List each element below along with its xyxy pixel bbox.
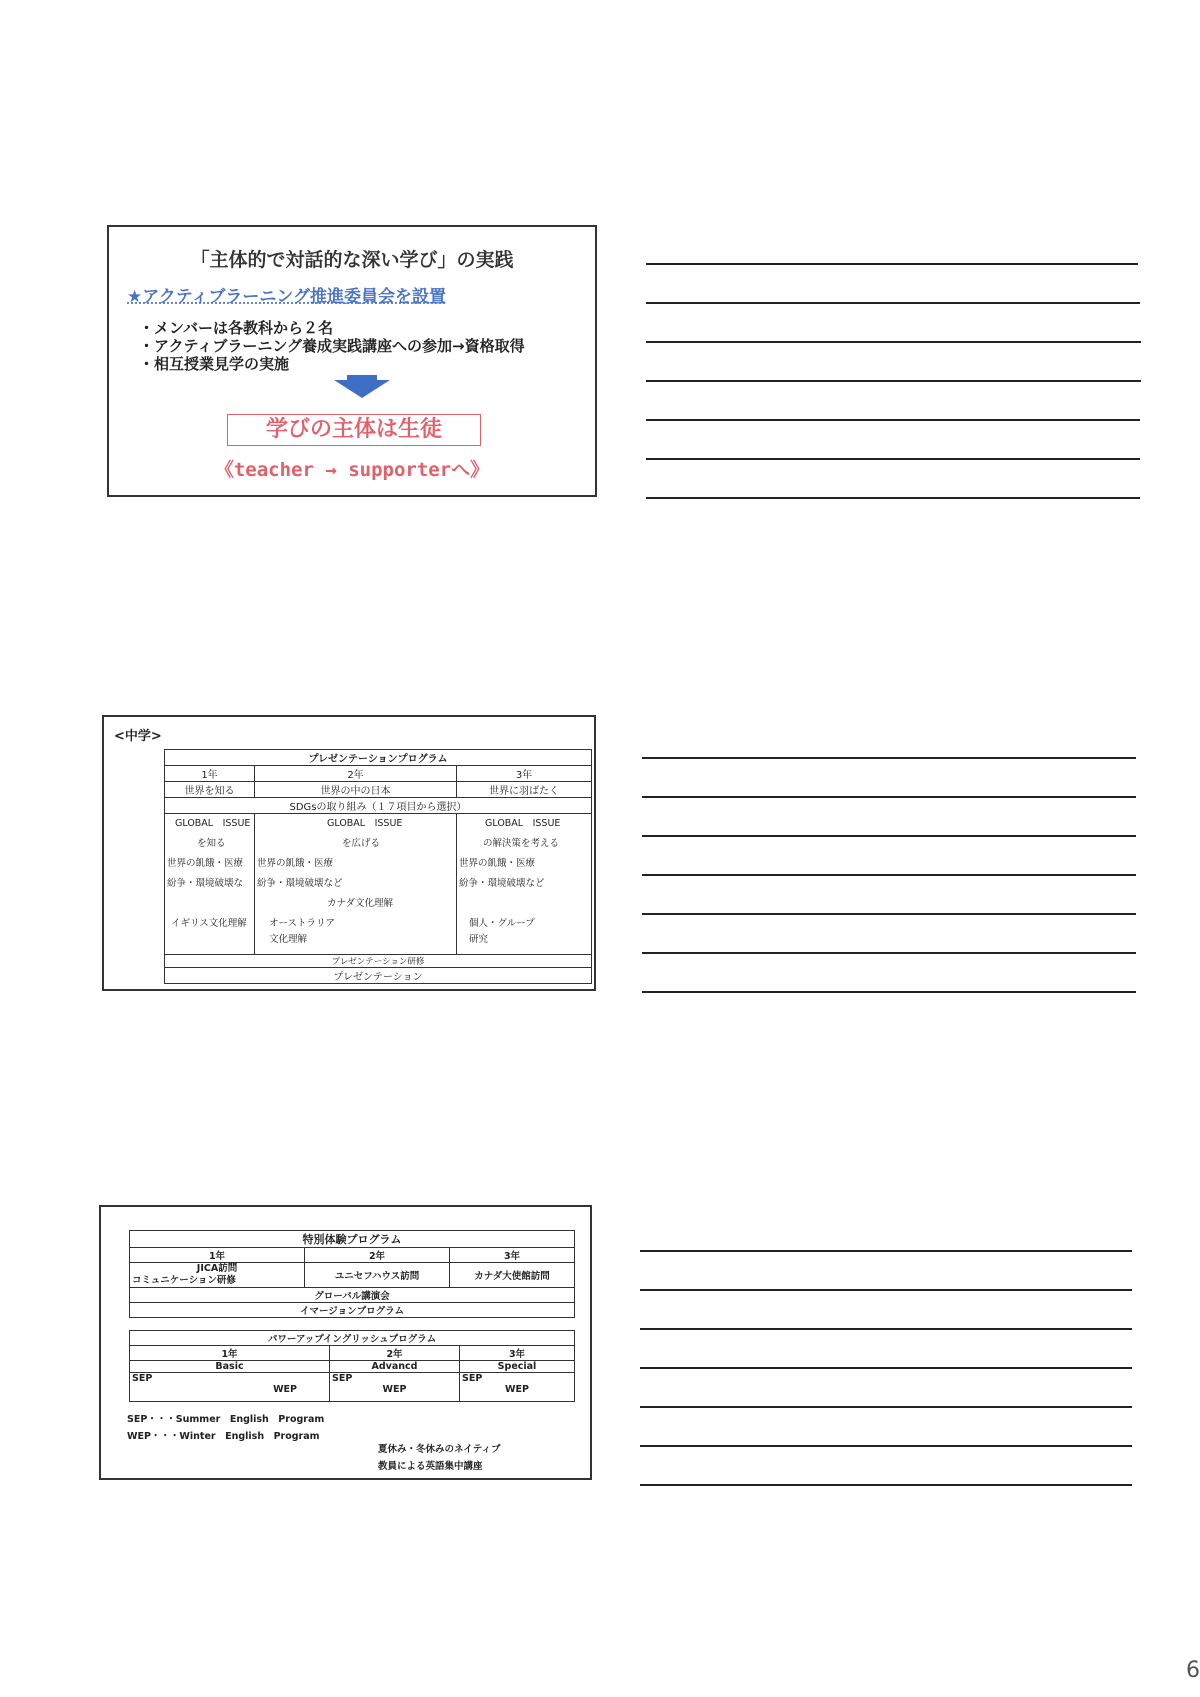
training-row: プレゼンテーション研修 <box>165 955 592 968</box>
year2-content: GLOBAL ISSUE を広げる 世界の飢餓・医療 紛争・環境破壊など カナダ文化理解 オーストラリア 文化理解 <box>255 814 457 955</box>
slide2-label: <中学> <box>114 729 162 744</box>
theme-cell: 世界を知る <box>165 782 255 798</box>
year-cell: 1年 <box>130 1346 330 1361</box>
level-cell: Advancd <box>330 1361 460 1373</box>
year1-sep-wep: SEP WEP <box>130 1373 330 1402</box>
program-title: プレゼンテーションプログラム <box>165 750 592 766</box>
slide-active-learning <box>107 225 597 497</box>
wep-legend: WEP・・・Winter English Program <box>127 1431 320 1442</box>
slide1-bullet: ・アクティブラーニング養成実践講座への参加→資格取得 <box>139 337 525 355</box>
slide1-bullet: ・メンバーは各教科から２名 <box>139 319 333 337</box>
year-cell: 3年 <box>460 1346 575 1361</box>
power-up-english-table <box>129 1330 575 1402</box>
sdgs-row: SDGsの取り組み（１７項目から選択） <box>165 798 592 814</box>
global-lecture-row: グローバル講演会 <box>130 1288 575 1303</box>
year-cell: 1年 <box>165 766 255 782</box>
year2-activity: ユニセフハウス訪問 <box>305 1263 450 1288</box>
presentation-program-table <box>164 749 592 984</box>
slide1-heading: ★アクティブラーニング推進委員会を設置 <box>127 287 447 307</box>
level-cell: Basic <box>130 1361 330 1373</box>
intensive-course-note-2: 教員による英語集中講座 <box>378 1461 483 1472</box>
special-experience-table <box>129 1230 575 1318</box>
immersion-row: イマージョンプログラム <box>130 1303 575 1318</box>
year3-content: GLOBAL ISSUE の解決策を考える 世界の飢餓・医療 紛争・環境破壊など 個人・グループ 研究 <box>457 814 592 955</box>
slide1-motto: 《teacher → supporterへ》 <box>214 459 490 481</box>
sep-legend: SEP・・・Summer English Program <box>127 1414 325 1425</box>
year2-sep-wep: SEP WEP <box>330 1373 460 1402</box>
year-cell: 2年 <box>305 1248 450 1263</box>
year3-sep-wep: SEP WEP <box>460 1373 575 1402</box>
slide1-bullet-list <box>139 319 525 373</box>
theme-cell: 世界に羽ばたく <box>457 782 592 798</box>
intensive-course-note-1: 夏休み・冬休みのネイティブ <box>378 1444 501 1455</box>
slide1-key-phrase: 学びの主体は生徒 <box>227 414 481 446</box>
table1-title: 特別体験プログラム <box>130 1231 575 1248</box>
year-cell: 3年 <box>450 1248 575 1263</box>
slide-special-programs <box>99 1205 592 1480</box>
table2-title: パワーアップイングリッシュプログラム <box>130 1331 575 1346</box>
slide-presentation-program <box>102 715 596 991</box>
slide1-title: 「主体的で対話的な深い学び」の実践 <box>190 249 514 271</box>
theme-cell: 世界の中の日本 <box>255 782 457 798</box>
presentation-row: プレゼンテーション <box>165 968 592 984</box>
year-cell: 2年 <box>255 766 457 782</box>
level-cell: Special <box>460 1361 575 1373</box>
year-cell: 1年 <box>130 1248 305 1263</box>
year1-activities: JICA訪問 コミュニケーション研修 <box>130 1263 305 1288</box>
year-cell: 3年 <box>457 766 592 782</box>
year3-activity: カナダ大使館訪問 <box>450 1263 575 1288</box>
year1-content: GLOBAL ISSUE を知る 世界の飢餓・医療 紛争・環境破壊な イギリス文化理解 <box>165 814 255 955</box>
page-number: 6 <box>1186 1658 1200 1683</box>
year-cell: 2年 <box>330 1346 460 1361</box>
down-arrow-icon <box>334 380 390 398</box>
slide1-bullet: ・相互授業見学の実施 <box>139 355 290 373</box>
